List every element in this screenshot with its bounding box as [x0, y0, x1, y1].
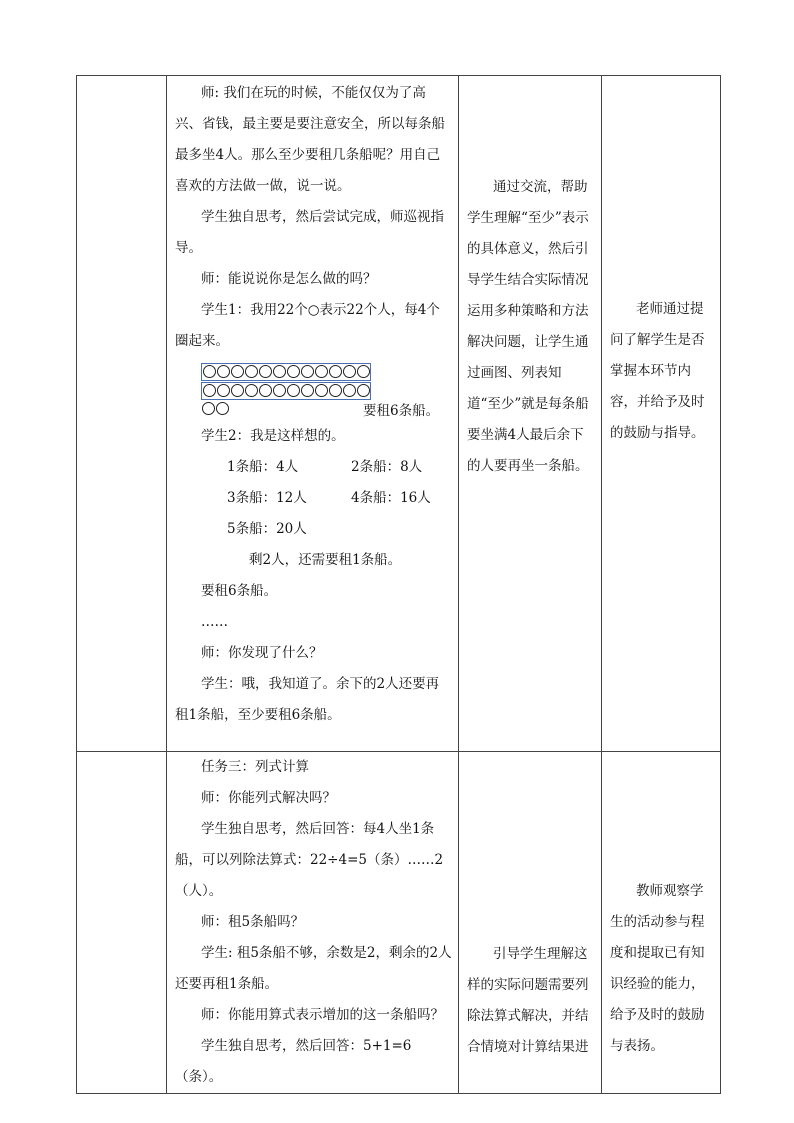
student2-intro: 学生2：我是这样想的。: [201, 428, 345, 444]
teacher-question: 师：能说说你是怎么做的吗？: [201, 271, 377, 287]
student-answer: 学生独自思考，然后回答：5+1=6（条）。: [175, 1038, 412, 1085]
boat-pair: 1条船：4人 2条船：8人: [227, 459, 423, 475]
ellipsis: ……: [201, 614, 228, 630]
student-answer: 学生：哦，我知道了。余下的2人还要再租1条船，至少要租6条船。: [175, 676, 440, 723]
diagram-result: 要租6条船。: [363, 403, 440, 419]
teacher-question: 师：你能用算式表示增加的这一条船吗？: [201, 1007, 444, 1023]
intent-cell: [459, 76, 602, 752]
intent-text: 通过交流，帮助学生理解“至少”表示的具体意义，然后引导学生结合实际情况运用多种策略和方法解决问题，让学生通过画图、列表知道“至少”就是每条船要坐满4人最后余下的人要再坐一条船。: [467, 179, 589, 474]
evaluation-text: 老师通过提问了解学生是否掌握本环节内容，并给予及时的鼓励与指导。: [610, 301, 705, 441]
teacher-question: 师：你能列式解决吗？: [201, 790, 336, 806]
circle-diagram: [167, 361, 458, 421]
intent-text: 引导学生理解这样的实际问题需要列除法算式解决，并结合情境对计算结果进: [467, 946, 589, 1055]
student-division: 学生独自思考，然后回答：每4人坐1条船，可以列除法算式：22÷4=5（条）……2（人）。: [175, 821, 444, 899]
rent-six: 要租6条船。: [201, 583, 278, 599]
teacher-prompt: 师: 我们在玩的时候，不能仅仅为了高兴、省钱，最主要是要注意安全，所以每条船最多坐4人。那么至少要租几条船呢？用自己喜欢的方法做一做，说一说。: [175, 85, 445, 194]
boat-pair: 3条船：12人 4条船：16人: [227, 490, 431, 506]
stage-cell: [77, 752, 167, 1094]
student-think: 学生独自思考，然后尝试完成，师巡视指导。: [175, 209, 444, 256]
student1-answer: 学生1：我用22个○表示22个人，每4个圈起来。: [175, 302, 440, 349]
task-title: 任务三：列式计算: [201, 759, 309, 775]
evaluation-text: 教师观察学生的活动参与程度和提取已有知识经验的能力，给予及时的鼓励与表扬。: [610, 883, 705, 1054]
evaluation-cell: [602, 752, 721, 1094]
student-answer: 学生: 租5条船不够，余数是2，剩余的2人还要再租1条船。: [175, 945, 452, 992]
activity-cell: [167, 76, 459, 752]
activity-cell: [167, 752, 459, 1094]
circle-row: [201, 382, 371, 400]
evaluation-cell: [602, 76, 721, 752]
circle-row: [201, 401, 229, 417]
remainder-line: 剩2人，还需要租1条船。: [249, 552, 402, 568]
lesson-table: [76, 75, 721, 1094]
boat-pair: 5条船：20人: [227, 521, 307, 537]
stage-cell: [77, 76, 167, 752]
intent-cell: [459, 752, 602, 1094]
teacher-ask: 师：你发现了什么？: [201, 645, 323, 661]
teacher-question: 师：租5条船吗？: [201, 914, 305, 930]
circle-row: [201, 363, 371, 381]
